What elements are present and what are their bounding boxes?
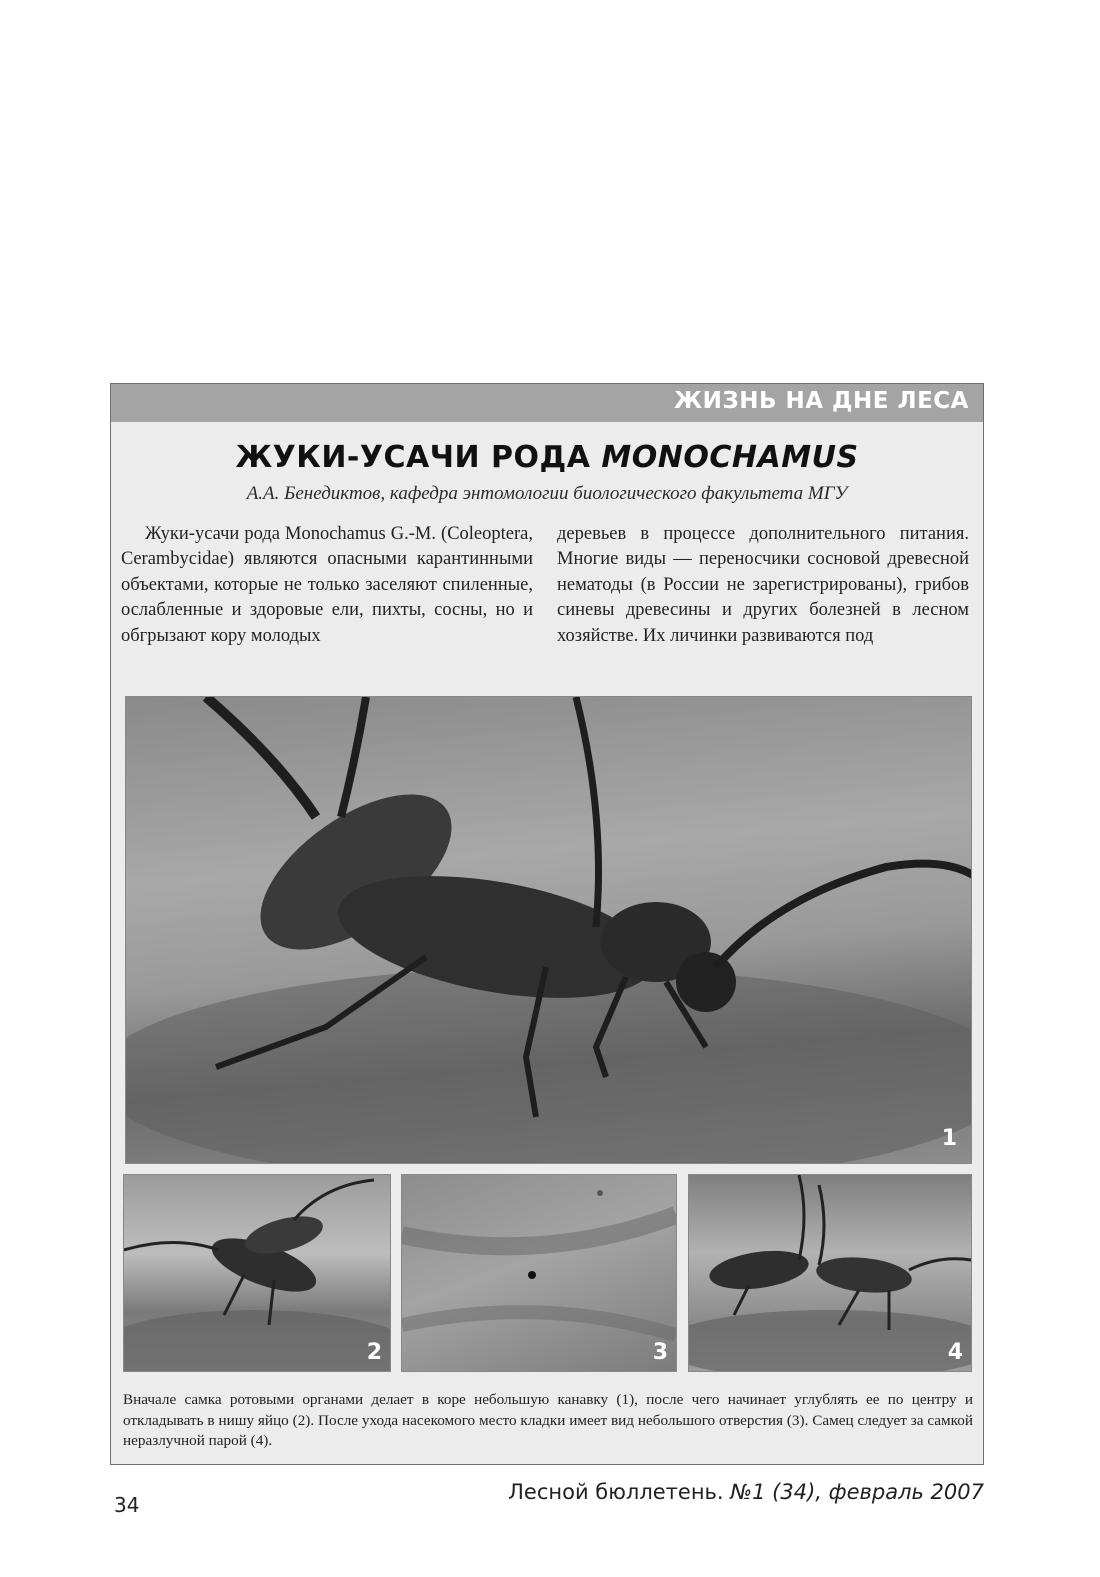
photo-number-4: 4 (947, 1340, 963, 1365)
section-banner-text: ЖИЗНЬ НА ДНЕ ЛЕСА (673, 388, 969, 414)
journal-name: Лесной бюллетень. (508, 1480, 724, 1504)
photo-2 (123, 1174, 391, 1372)
article-title-prefix: ЖУКИ-УСАЧИ РОДА (235, 440, 591, 475)
text-column-left (121, 522, 533, 682)
photo-number-1: 1 (941, 1126, 957, 1151)
page-number: 34 (114, 1493, 140, 1517)
article-title-genus: MONOCHAMUS (601, 440, 859, 475)
photo-3 (401, 1174, 677, 1372)
beetle-illustration-1 (126, 697, 971, 1163)
text-column-right (557, 522, 969, 682)
photo-1 (125, 696, 972, 1164)
article-byline: А.А. Бенедиктов, кафедра энтомологии биологического факультета МГУ (246, 483, 848, 504)
article-title (111, 440, 983, 475)
journal-issue: №1 (34), февраль 2007 (730, 1480, 984, 1504)
paragraph-left: Жуки-усачи рода Monochamus G.-M. (Coleoptera, Cerambycidae) являются опасными карантинными объектами, которые не только заселяют спиленные, ослабленные и здоровые ели, пихты, сосны, но и обгрызают кору молодых (121, 524, 533, 646)
photo-caption: Вначале самка ротовыми органами делает в коре небольшую канавку (1), после чего начинает углублять ее по центру и откладывать в нишу яйцо (2). После ухода насекомого место кладки имеет вид небольшого отверстия (3). Самец следует за самкой неразлучной парой (4). (123, 1391, 973, 1449)
bark-hole-illustration-3 (402, 1175, 676, 1371)
beetle-illustration-2 (124, 1175, 390, 1371)
photo-number-3: 3 (652, 1340, 668, 1365)
photo-4 (688, 1174, 972, 1372)
journal-footer (508, 1480, 984, 1504)
beetle-pair-illustration-4 (689, 1175, 971, 1371)
paragraph-right: деревьев в процессе дополнительного питания. Многие виды — переносчики сосновой древесной нематоды (в России не зарегистрированы), грибов синевы древесины и других болезней в лесном хозяйстве. Их личинки развиваются под (557, 524, 969, 646)
section-banner (111, 384, 983, 422)
article-frame (110, 383, 984, 1465)
photo-number-2: 2 (366, 1340, 382, 1365)
